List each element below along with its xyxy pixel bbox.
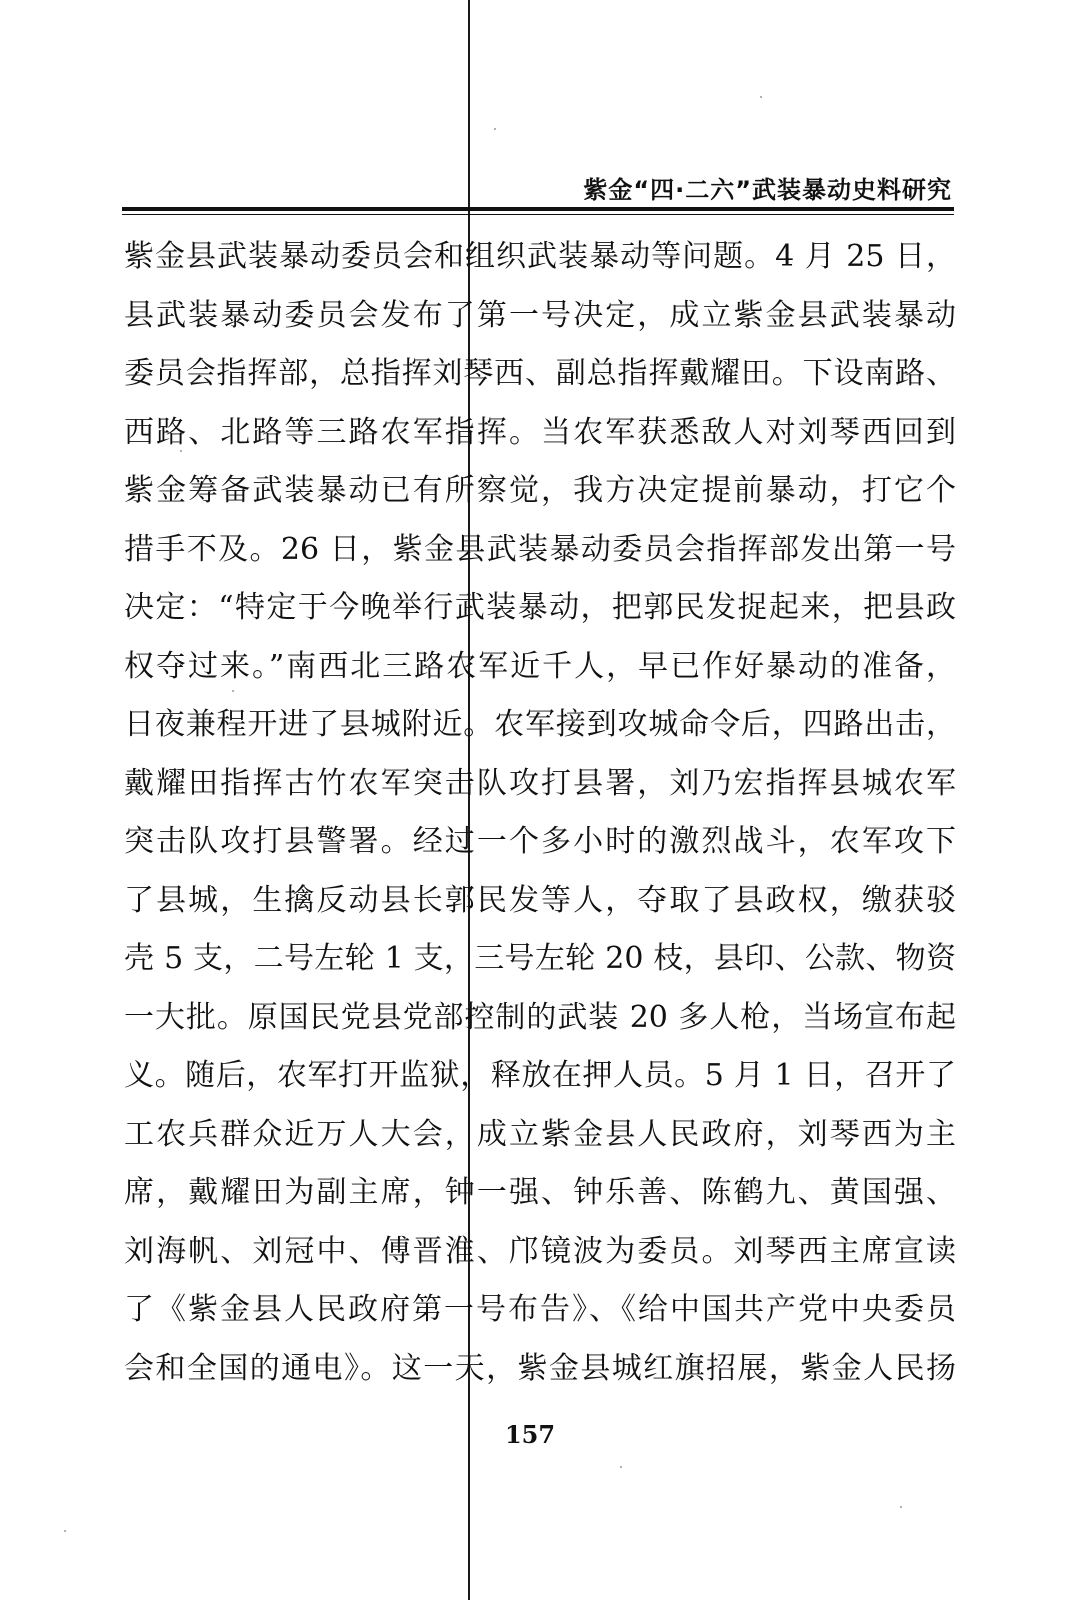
text-line: 刘海帆、刘冠中、傅晋淮、邝镜波为委员。刘琴西主席宣读 [124,1233,956,1269]
scan-speck [494,128,496,130]
text-line: 紫金县武装暴动委员会和组织武装暴动等问题。4 月 25 日， [124,239,956,274]
body-text [124,228,956,1398]
text-line: 义。随后，农军打开监狱，释放在押人员。5 月 1 日，召开了 [124,1058,956,1093]
page-number: 157 [504,1420,556,1449]
scan-speck [64,1530,66,1532]
text-line: 日夜兼程开进了县城附近。农军接到攻城命令后，四路出击， [124,707,956,742]
text-line: 权夺过来。”南西北三路农军近千人，早已作好暴动的准备， [124,648,956,684]
text-line: 了县城，生擒反动县长郭民发等人，夺取了县政权，缴获驳 [124,882,956,918]
scan-speck [232,690,234,692]
text-line: 席，戴耀田为副主席，钟一强、钟乐善、陈鹤九、黄国强、 [124,1175,956,1210]
header-rule-thick [122,207,954,211]
text-line: 会和全国的通电》。这一天，紫金县城红旗招展，紫金人民扬 [124,1350,956,1386]
text-line: 县武装暴动委员会发布了第一号决定，成立紫金县武装暴动 [124,297,956,333]
text-line: 委员会指挥部，总指挥刘琴西、副总指挥戴耀田。下设南路、 [124,356,956,391]
scan-speck [760,96,762,98]
text-line: 突击队攻打县警署。经过一个多小时的激烈战斗，农军攻下 [124,824,956,859]
scan-speck [620,1466,622,1468]
header-rule-thin [122,214,954,215]
text-line: 戴耀田指挥古竹农军突击队攻打县署，刘乃宏指挥县城农军 [124,765,956,801]
text-line: 决定：“特定于今晚举行武装暴动，把郭民发捉起来，把县政 [124,590,956,625]
running-header: 紫金“四·二六”武装暴动史料研究 [583,176,952,204]
text-line: 工农兵群众近万人大会，成立紫金县人民政府，刘琴西为主 [124,1116,956,1152]
text-line: 壳 5 支，二号左轮 1 支，三号左轮 20 枝，县印、公款、物资 [124,941,956,976]
text-line: 了《紫金县人民政府第一号布告》、《给中国共产党中央委员 [124,1292,956,1327]
scan-speck [900,1506,902,1508]
text-line: 西路、北路等三路农军指挥。当农军获悉敌人对刘琴西回到 [124,414,956,450]
scan-speck [180,450,182,452]
text-line: 一大批。原国民党县党部控制的武装 20 多人枪，当场宣布起 [124,999,956,1035]
text-line: 措手不及。26 日，紫金县武装暴动委员会指挥部发出第一号 [124,531,956,567]
text-line: 紫金筹备武装暴动已有所察觉，我方决定提前暴动，打它个 [124,473,956,508]
